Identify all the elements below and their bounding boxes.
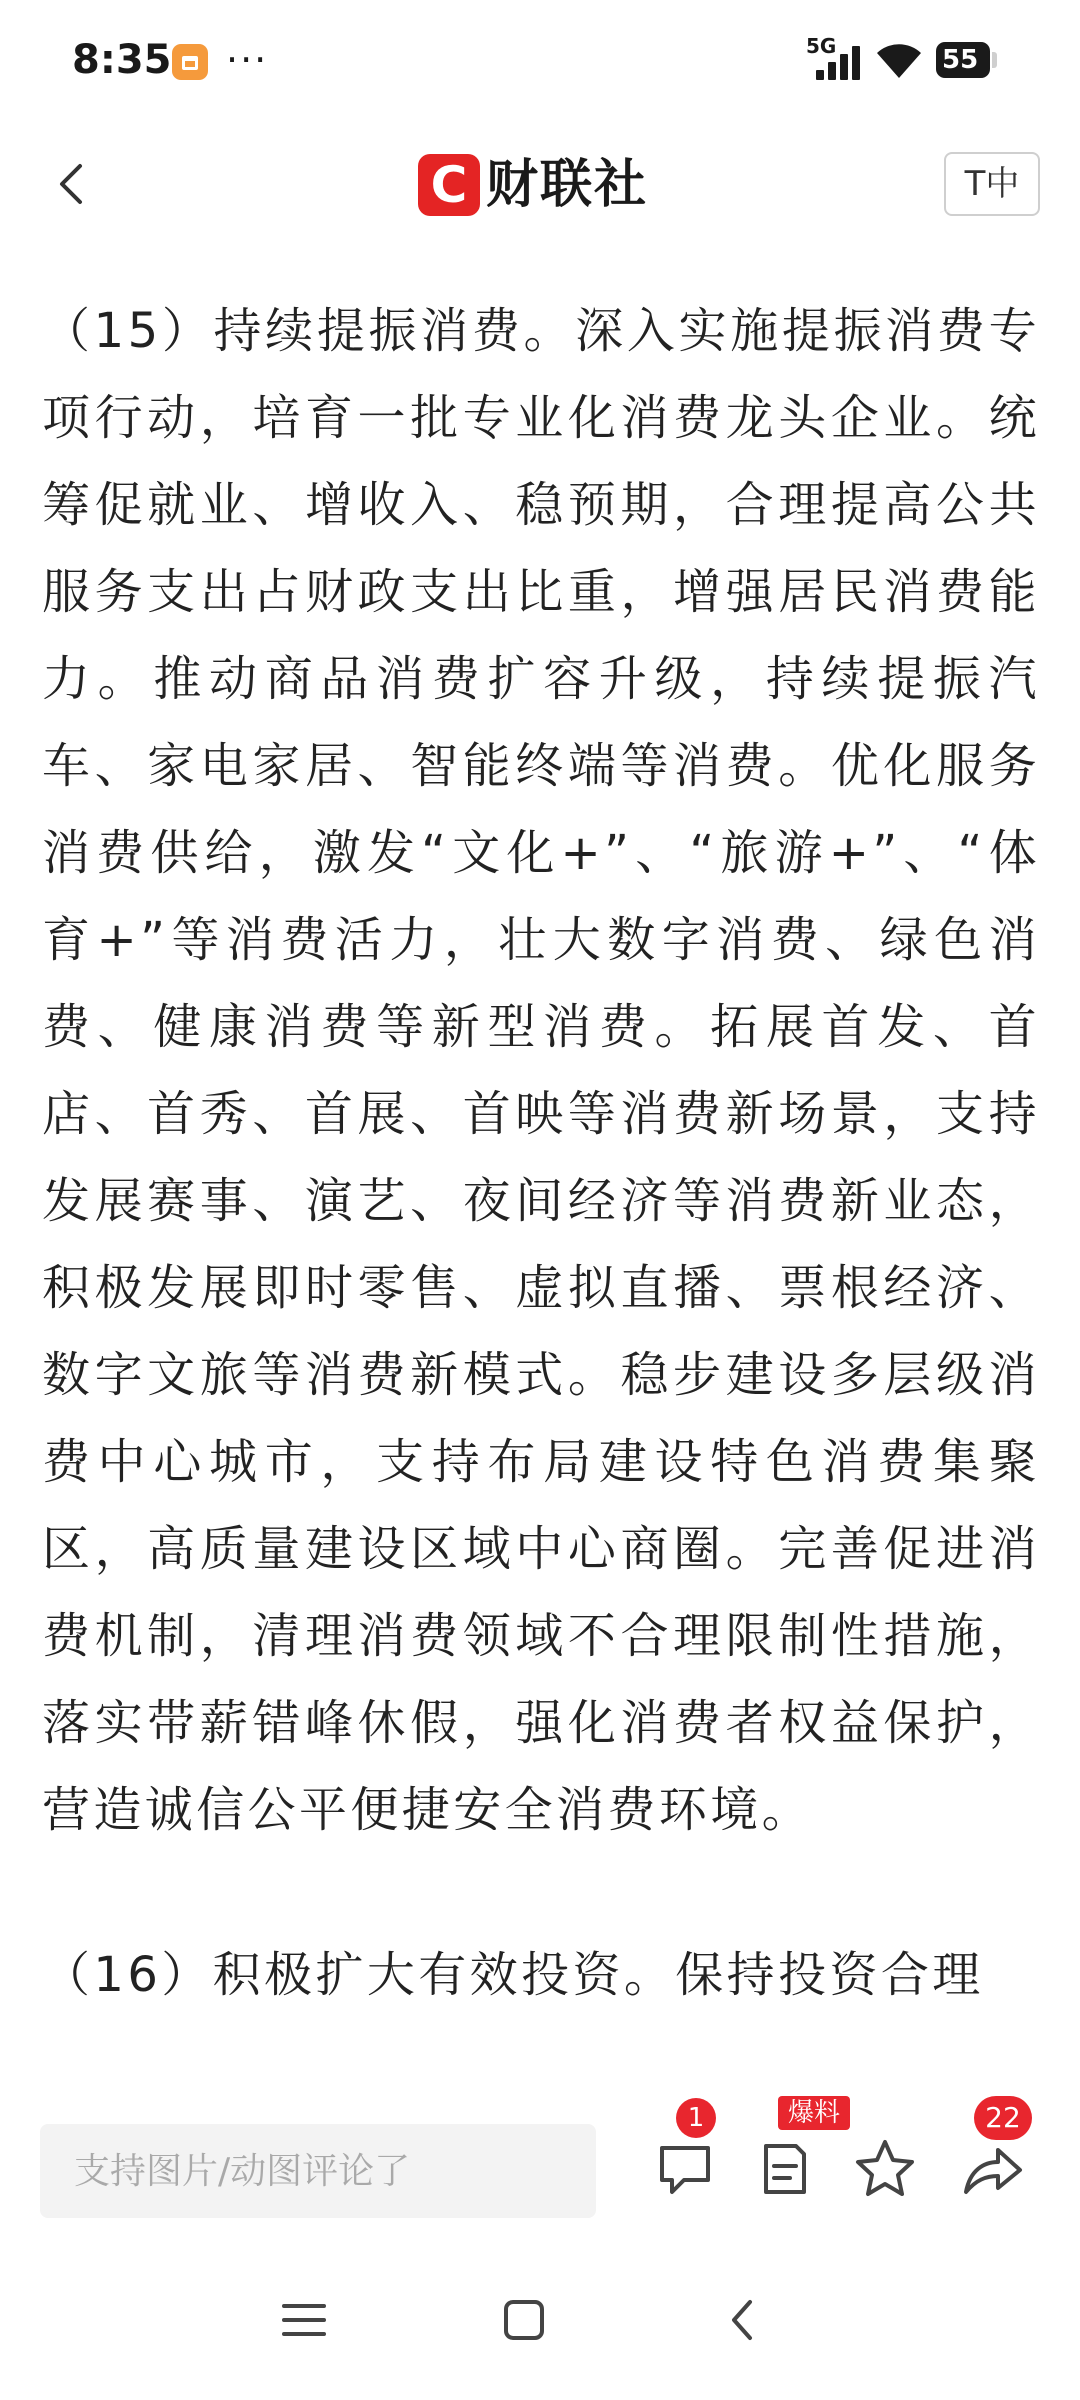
logo-text: 财联社 — [486, 155, 649, 215]
comment-count-badge: 1 — [676, 2098, 716, 2138]
back-icon[interactable] — [712, 2288, 776, 2352]
font-size-button[interactable]: T中 — [944, 152, 1040, 216]
comments-button[interactable] — [650, 2103, 720, 2204]
signal-icon — [816, 44, 862, 80]
status-time: 8:35 — [72, 37, 172, 83]
battery-icon: 55 — [936, 42, 990, 78]
document-edit-icon — [750, 2134, 820, 2204]
back-button[interactable] — [46, 152, 106, 216]
system-nav-bar — [0, 2240, 1080, 2400]
comment-input[interactable] — [40, 2124, 596, 2218]
status-bar — [0, 0, 1080, 120]
menu-icon[interactable] — [272, 2288, 336, 2352]
comment-bubble-icon — [650, 2134, 720, 2204]
app-logo — [418, 154, 668, 220]
share-button[interactable] — [958, 2101, 1028, 2204]
article-paragraph: （15）持续提振消费。深入实施提振消费专项行动，培育一批专业化消费龙头企业。统筹促就业、增收入、稳预期，合理提高公共服务支出占财政支出比重，增强居民消费能力。推动商品消费扩容升级，持续提振汽车、家电家居、智能终端等消费。优化服务消费供给，激发“文化+”、“旅游+”、“体育+”等消费活力，壮大数字消费、绿色消费、健康消费等新型消费。拓展首发、首店、首秀、首展、首映等消费新场景，支持发展赛事、演艺、夜间经济等消费新业态，积极发展即时零售、虚拟直播、票根经济、数字文旅等消费新模式。稳步建设多层级消费中心城市，支持布局建设特色消费集聚区，高质量建设区域中心商圈。完善促进消费机制，清理消费领域不合理限制性措施，落实带薪错峰休假，强化消费者权益保护，营造诚信公平便捷安全消费环境。 — [42, 303, 1040, 1838]
app-header — [0, 120, 1080, 250]
more-notifications-indicator: ··· — [226, 38, 269, 82]
tip-off-button[interactable] — [750, 2098, 840, 2204]
battery-tip — [992, 52, 997, 68]
share-count-badge: 22 — [974, 2096, 1032, 2140]
article-body — [42, 288, 1040, 2019]
star-icon — [850, 2134, 920, 2204]
logo-letter: C — [430, 156, 468, 214]
share-arrow-icon — [958, 2134, 1028, 2204]
shopping-bag-icon — [172, 44, 208, 80]
comment-bar — [0, 2096, 1080, 2240]
favorite-button[interactable] — [850, 2134, 920, 2204]
wifi-icon — [874, 40, 924, 80]
tip-off-badge: 爆料 — [778, 2096, 850, 2130]
article-paragraph: （16）积极扩大有效投资。保持投资合理 — [42, 1947, 984, 2003]
home-icon[interactable] — [492, 2288, 556, 2352]
network-type-label: 5G — [806, 34, 837, 58]
